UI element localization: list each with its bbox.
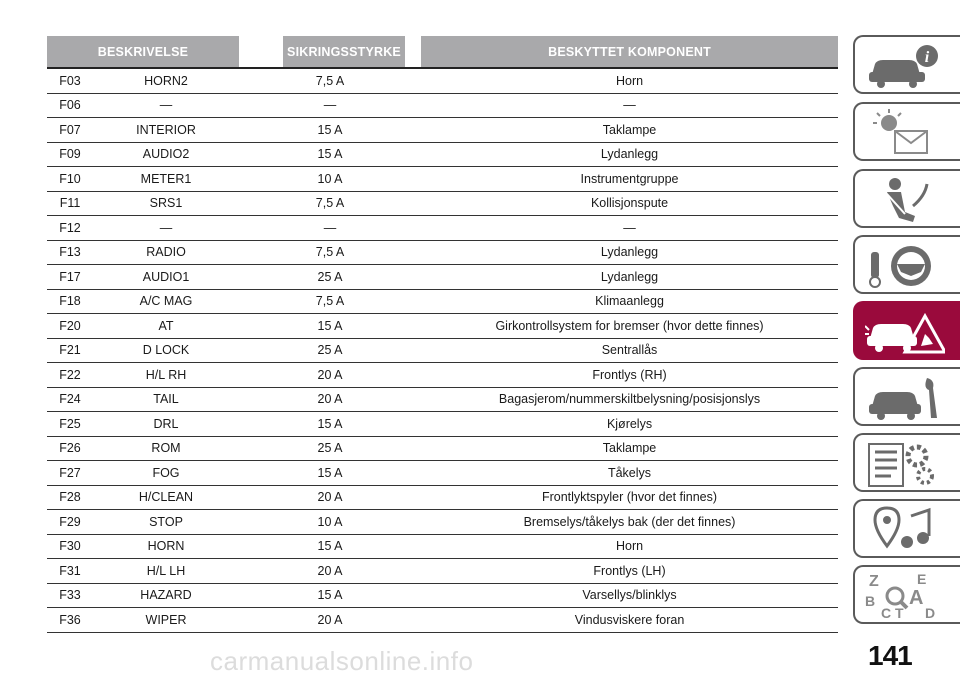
fuse-id: F25	[47, 412, 93, 437]
fuse-description: HORN	[93, 534, 239, 559]
fuse-id: F24	[47, 387, 93, 412]
fuse-description: —	[93, 93, 239, 118]
fuse-component: Taklampe	[421, 436, 838, 461]
fuse-id: F10	[47, 167, 93, 192]
header-gap	[405, 36, 421, 68]
fuse-id: F33	[47, 583, 93, 608]
fuse-id: F30	[47, 534, 93, 559]
fuse-component: Horn	[421, 68, 838, 93]
fuse-rating: 7,5 A	[239, 68, 421, 93]
fuse-rating: 7,5 A	[239, 240, 421, 265]
chapter-tab-emergency-car[interactable]	[853, 301, 960, 360]
fuse-rating: 25 A	[239, 265, 421, 290]
fuse-id: F06	[47, 93, 93, 118]
table-row	[47, 314, 838, 339]
fuse-rating: 25 A	[239, 436, 421, 461]
fuse-description: A/C MAG	[93, 289, 239, 314]
table-row	[47, 167, 838, 192]
fuse-rating: 15 A	[239, 142, 421, 167]
table-row	[47, 510, 838, 535]
fuse-id: F31	[47, 559, 93, 584]
fuse-rating: 15 A	[239, 461, 421, 486]
svg-text:E: E	[917, 572, 927, 587]
fuse-rating: 15 A	[239, 534, 421, 559]
table-row	[47, 559, 838, 584]
chapter-tab-index[interactable]	[853, 565, 960, 624]
fuse-component: Lydanlegg	[421, 240, 838, 265]
fuse-description: HAZARD	[93, 583, 239, 608]
fuse-rating: 20 A	[239, 387, 421, 412]
table-header-row	[47, 36, 838, 68]
svg-text:A: A	[909, 587, 924, 609]
fuse-description: WIPER	[93, 608, 239, 633]
fuse-component: Vindusviskere foran	[421, 608, 838, 633]
header-component: BESKYTTET KOMPONENT	[421, 36, 838, 68]
table-row	[47, 240, 838, 265]
fuse-component: Kollisjonspute	[421, 191, 838, 216]
fuse-rating: 20 A	[239, 485, 421, 510]
fuse-rating: —	[239, 93, 421, 118]
fuse-id: F21	[47, 338, 93, 363]
fuse-id: F11	[47, 191, 93, 216]
table-row	[47, 142, 838, 167]
table-row	[47, 363, 838, 388]
table-row	[47, 412, 838, 437]
fuse-rating: 7,5 A	[239, 289, 421, 314]
fuse-description: H/L LH	[93, 559, 239, 584]
header-gap	[239, 36, 283, 68]
fuse-table	[47, 36, 838, 633]
fuse-id: F22	[47, 363, 93, 388]
chapter-tab-technical-data[interactable]	[853, 433, 960, 492]
fuse-component: Sentrallås	[421, 338, 838, 363]
fuse-component: Frontlys (LH)	[421, 559, 838, 584]
fuse-description: DRL	[93, 412, 239, 437]
fuse-component: Girkontrollsystem for bremser (hvor dette finnes)	[421, 314, 838, 339]
fuse-description: H/L RH	[93, 363, 239, 388]
fuse-rating: 7,5 A	[239, 191, 421, 216]
fuse-id: F12	[47, 216, 93, 241]
fuse-rating: 10 A	[239, 167, 421, 192]
fuse-component: Frontlyktspyler (hvor det finnes)	[421, 485, 838, 510]
fuse-rating: 10 A	[239, 510, 421, 535]
fuse-rating: 15 A	[239, 314, 421, 339]
table-row	[47, 485, 838, 510]
fuse-description: TAIL	[93, 387, 239, 412]
fuse-component: Taklampe	[421, 118, 838, 143]
table-row	[47, 93, 838, 118]
fuse-component: Lydanlegg	[421, 142, 838, 167]
chapter-tab-steering-wheel[interactable]	[853, 235, 960, 294]
fuse-component: Horn	[421, 534, 838, 559]
svg-text:D: D	[925, 605, 936, 620]
fuse-description: ROM	[93, 436, 239, 461]
table-row	[47, 608, 838, 633]
fuse-description: AUDIO1	[93, 265, 239, 290]
svg-text:B: B	[865, 593, 876, 609]
fuse-component: Lydanlegg	[421, 265, 838, 290]
fuse-component: —	[421, 216, 838, 241]
table-row	[47, 338, 838, 363]
svg-text:Z: Z	[869, 573, 879, 590]
table-row	[47, 289, 838, 314]
fuse-id: F13	[47, 240, 93, 265]
svg-text:i: i	[924, 49, 930, 66]
fuse-rating: 20 A	[239, 608, 421, 633]
fuse-component: Klimaanlegg	[421, 289, 838, 314]
svg-text:T: T	[895, 605, 904, 620]
fuse-description: METER1	[93, 167, 239, 192]
fuse-rating: —	[239, 216, 421, 241]
fuse-id: F20	[47, 314, 93, 339]
fuse-component: Instrumentgruppe	[421, 167, 838, 192]
table-row	[47, 461, 838, 486]
chapter-tab-warning-lights[interactable]	[853, 102, 960, 161]
fuse-description: FOG	[93, 461, 239, 486]
fuse-id: F27	[47, 461, 93, 486]
chapter-tab-safety-seatbelt[interactable]	[853, 169, 960, 228]
table-row	[47, 216, 838, 241]
table-body	[47, 68, 838, 632]
fuse-rating: 25 A	[239, 338, 421, 363]
fuse-description: SRS1	[93, 191, 239, 216]
fuse-id: F03	[47, 68, 93, 93]
fuse-description: RADIO	[93, 240, 239, 265]
fuse-rating: 15 A	[239, 118, 421, 143]
table-row	[47, 118, 838, 143]
fuse-id: F26	[47, 436, 93, 461]
fuse-rating: 15 A	[239, 412, 421, 437]
fuse-description: D LOCK	[93, 338, 239, 363]
fuse-description: STOP	[93, 510, 239, 535]
fuse-component: —	[421, 93, 838, 118]
fuse-description: HORN2	[93, 68, 239, 93]
fuse-id: F09	[47, 142, 93, 167]
fuse-id: F29	[47, 510, 93, 535]
fuse-id: F36	[47, 608, 93, 633]
page-number: 141	[868, 640, 912, 671]
fuse-description: AUDIO2	[93, 142, 239, 167]
fuse-rating: 20 A	[239, 559, 421, 584]
fuse-description: INTERIOR	[93, 118, 239, 143]
chapter-tab-car-info[interactable]	[853, 35, 960, 94]
fuse-id: F17	[47, 265, 93, 290]
fuse-id: F28	[47, 485, 93, 510]
fuse-component: Bremselys/tåkelys bak (der det finnes)	[421, 510, 838, 535]
fuse-component: Frontlys (RH)	[421, 363, 838, 388]
table-row	[47, 191, 838, 216]
table-row	[47, 265, 838, 290]
fuse-id: F07	[47, 118, 93, 143]
fuse-component: Varsellys/blinklys	[421, 583, 838, 608]
fuse-description: AT	[93, 314, 239, 339]
fuse-description: —	[93, 216, 239, 241]
fuse-component: Kjørelys	[421, 412, 838, 437]
fuse-description: H/CLEAN	[93, 485, 239, 510]
header-description: BESKRIVELSE	[47, 36, 239, 68]
fuse-component: Tåkelys	[421, 461, 838, 486]
table-row	[47, 387, 838, 412]
table-row	[47, 436, 838, 461]
table-row	[47, 68, 838, 93]
svg-text:C: C	[881, 605, 892, 620]
table-row	[47, 534, 838, 559]
fuse-component: Bagasjerom/nummerskiltbelysning/posisjonslys	[421, 387, 838, 412]
fuse-rating: 15 A	[239, 583, 421, 608]
chapter-tab-car-maintenance[interactable]	[853, 367, 960, 426]
header-rating: SIKRINGSSTYRKE	[283, 36, 405, 68]
watermark: carmanualsonline.info	[210, 646, 474, 676]
chapter-tab-multimedia[interactable]	[853, 499, 960, 558]
fuse-rating: 20 A	[239, 363, 421, 388]
fuse-id: F18	[47, 289, 93, 314]
table-row	[47, 583, 838, 608]
